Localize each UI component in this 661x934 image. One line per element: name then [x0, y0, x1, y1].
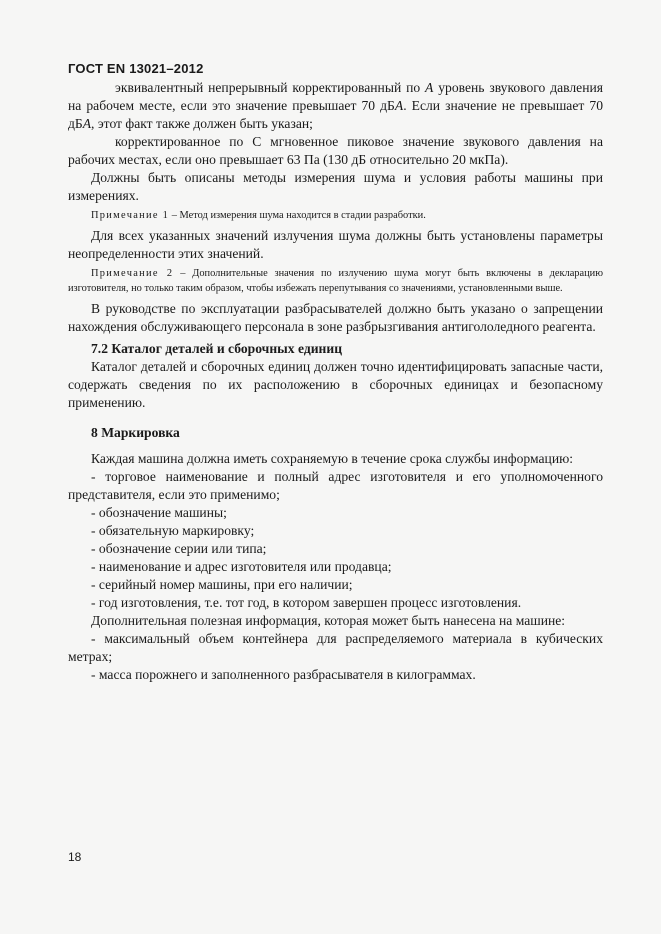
note-text: – Метод измерения шума находится в стадии разработки. [169, 210, 426, 221]
list-item: - год изготовления, т.е. тот год, в котором завершен процесс изготовления. [91, 595, 522, 610]
text-run: . Если значение не превышает 70 дБ [68, 98, 603, 131]
page-number: 18 [68, 850, 82, 864]
section-8-extra-intro: Дополнительная полезная информация, которая может быть нанесена на машине: [91, 613, 566, 628]
text-run: эквивалентный непрерывный корректированный по [115, 80, 426, 95]
list-item: - торговое наименование и полный адрес изготовителя и его уполномоченного представителя, если это применимо; [68, 469, 603, 502]
extra-info-list [68, 630, 603, 684]
section-7-2-title: 7.2 Каталог деталей и сборочных единиц [91, 341, 343, 356]
list-item: - обозначение машины; [91, 505, 227, 520]
italic-symbol: А [394, 98, 404, 113]
text-run: уровень звукового давления на рабочем месте, если это значение превышает 70 дБ [68, 80, 604, 113]
list-item: - обязательную маркировку; [91, 523, 255, 538]
text-run: , этот факт также должен быть указан; [91, 116, 313, 131]
note-label: Примечание 1 [91, 210, 170, 221]
list-item: - наименование и адрес изготовителя или продавца; [91, 559, 392, 574]
note-label: Примечание 2 [91, 268, 174, 279]
paragraph-uncertainty: Для всех указанных значений излучения шума должны быть установлены параметры неопределенности этих значений. [68, 228, 603, 261]
note-text: – Дополнительные значения по излучению шума могут быть включены в декларацию изготовителя, но только таким образом, чтобы избежать перепутывания со значениями, установленными выше. [68, 268, 604, 294]
list-item: - серийный номер машины, при его наличии; [91, 577, 353, 592]
section-7-2-text: Каталог деталей и сборочных единиц должен точно идентифицировать запасные части, содержать сведения по их расположению в сборочных единицах и безопасному применению. [68, 359, 603, 410]
section-8-intro: Каждая машина должна иметь сохраняемую в течение срока службы информацию: [91, 451, 574, 466]
document-body [68, 79, 603, 684]
standard-header: ГОСТ EN 13021–2012 [68, 61, 204, 76]
list-item: - максимальный объем контейнера для распределяемого материала в кубических метрах; [68, 631, 603, 664]
note-1 [68, 208, 603, 223]
paragraph-operating-manual: В руководстве по эксплуатации разбрасывателей должно быть указано о запрещении нахождения обслуживающего персонала в зоне разбрызгивания антигололедного реагента. [68, 301, 603, 334]
paragraph-equivalent-level [68, 79, 603, 133]
italic-symbol: А [425, 80, 434, 95]
paragraph-noise-methods: Должны быть описаны методы измерения шума и условия работы машины при измерениях. [68, 170, 603, 203]
paragraph-peak-level: корректированное по С мгновенное пиковое значение звукового давления на рабочих местах, если оно превышает 63 Па (130 дБ относительно 20 мкПа). [68, 134, 603, 167]
italic-symbol: А [82, 116, 92, 131]
section-8-title: 8 Маркировка [91, 425, 180, 440]
note-2 [68, 266, 603, 296]
list-item: - масса порожнего и заполненного разбрасывателя в килограммах. [91, 667, 476, 682]
list-item: - обозначение серии или типа; [91, 541, 267, 556]
marking-list [68, 468, 603, 612]
